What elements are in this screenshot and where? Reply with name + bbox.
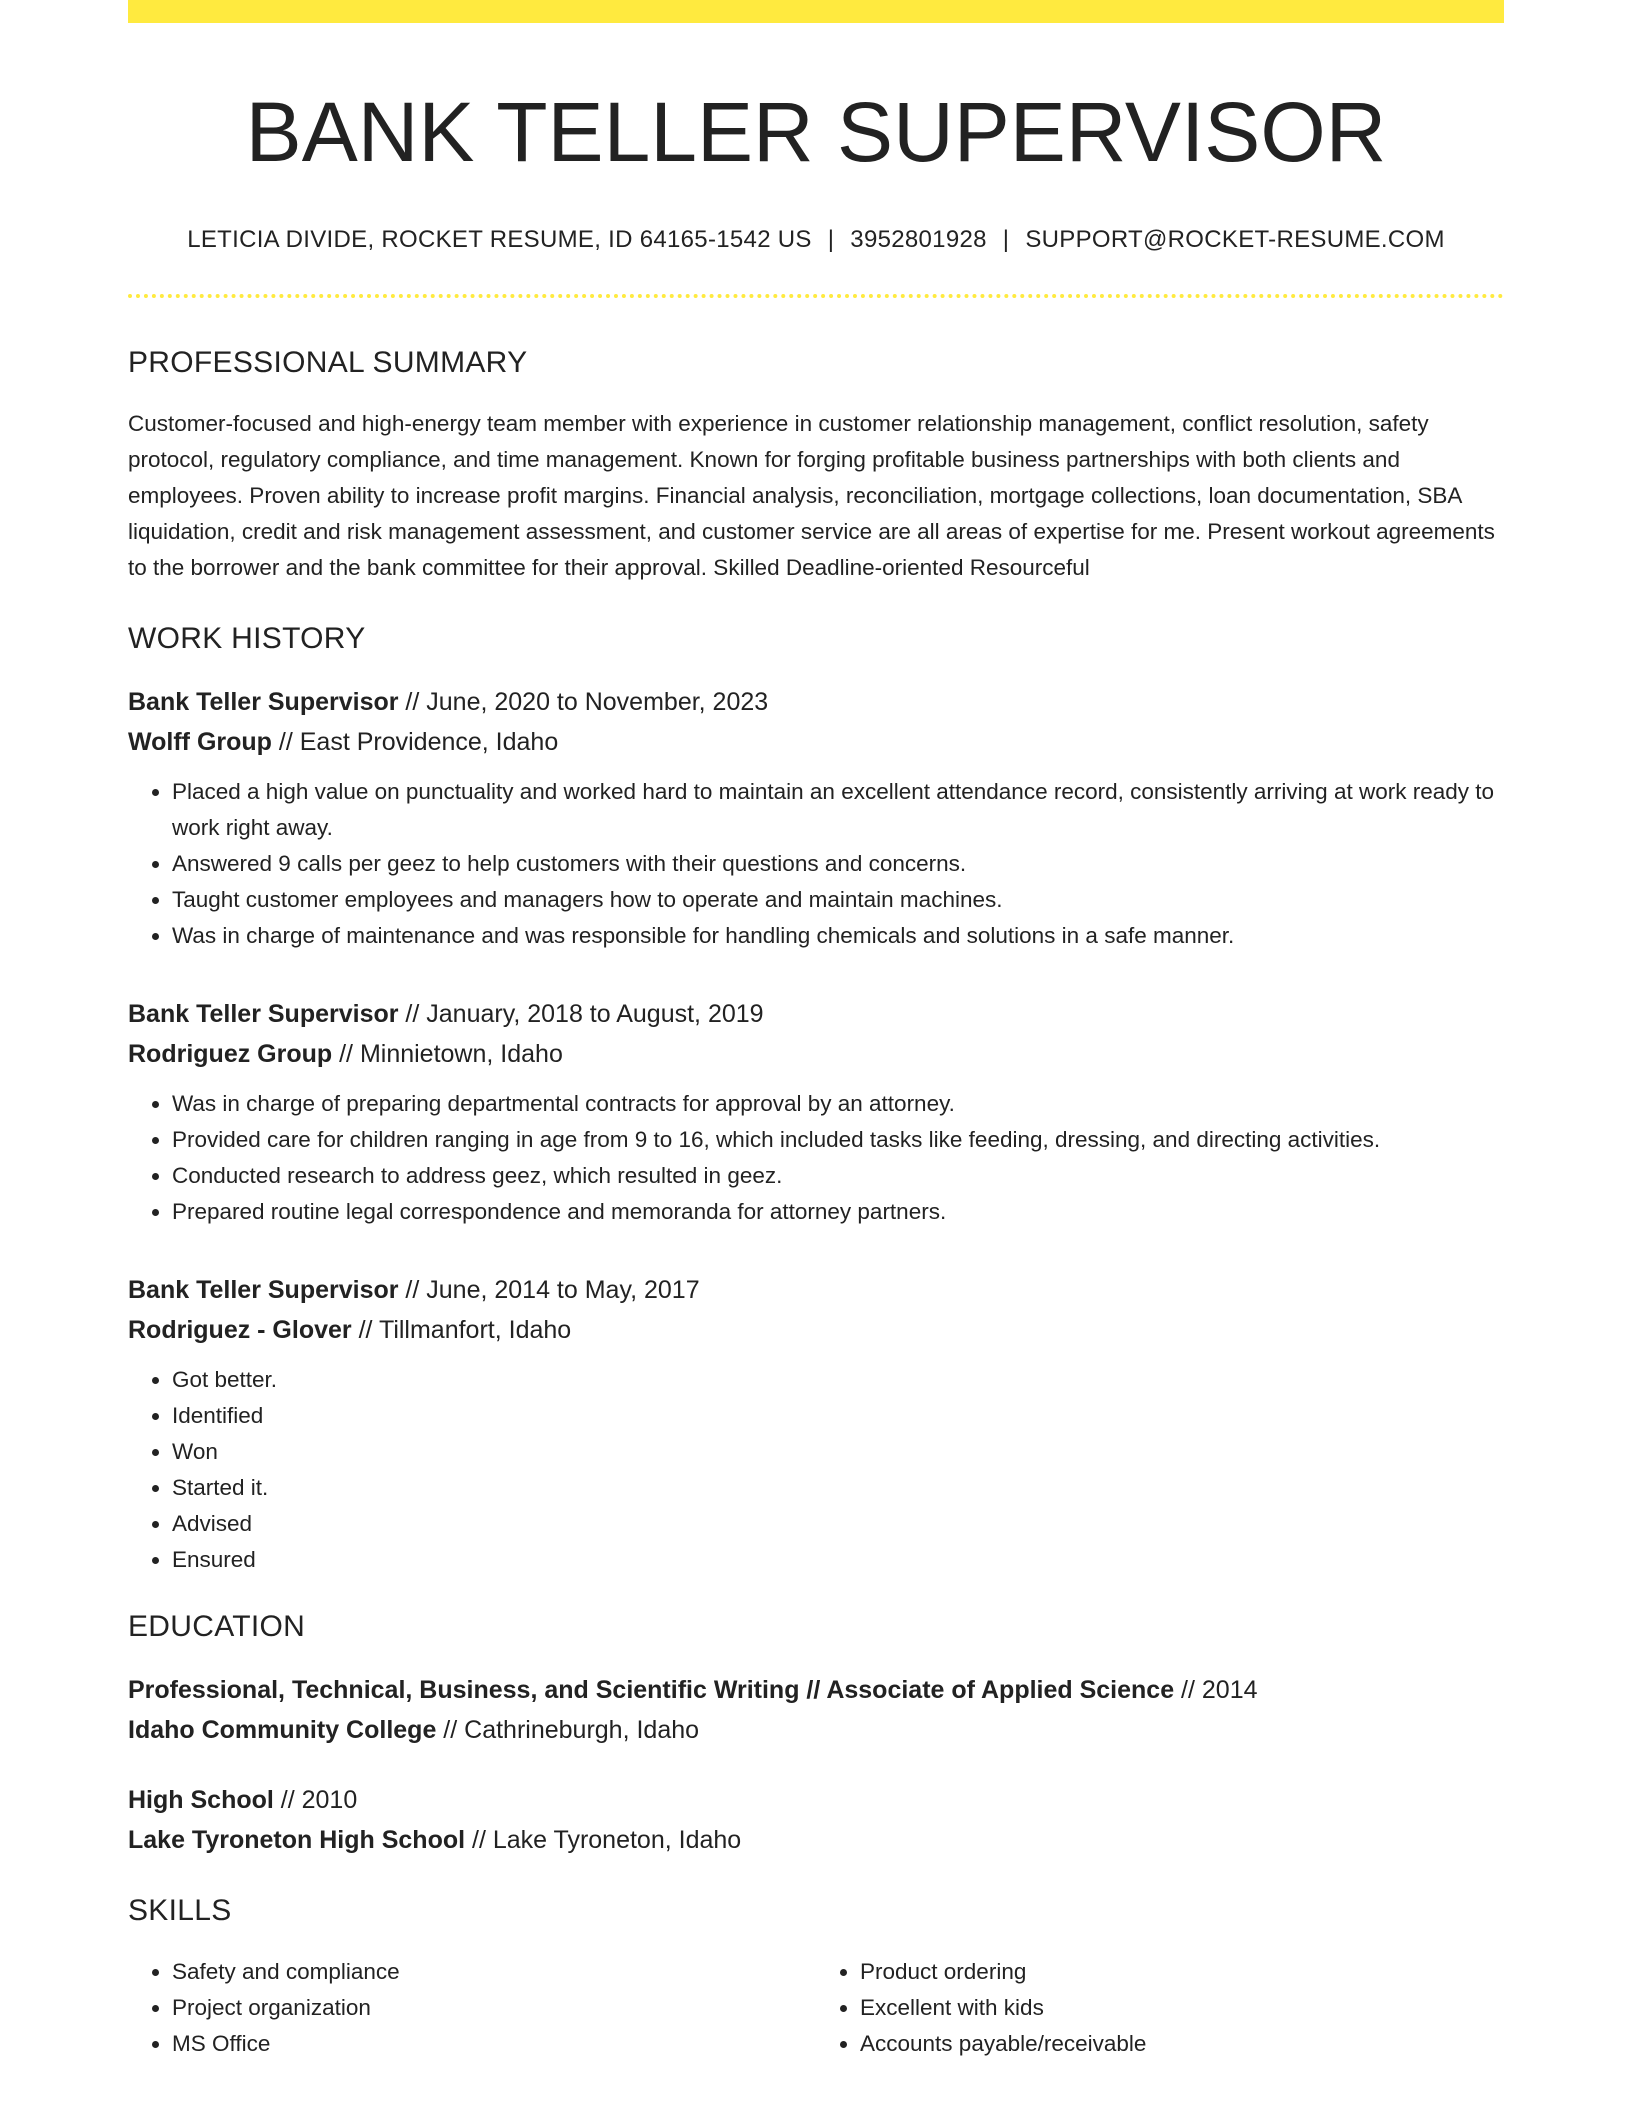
job-bullets — [128, 774, 1504, 954]
skill-item: • Excellent with kids — [860, 1990, 1504, 2026]
summary-text: Customer-focused and high-energy team member with experience in customer relationship management, conflict resolution, safety protocol, regulatory compliance, and time management. Known for forging profitable business partnerships with both clients and employees. Proven ability to increase profit margins. Financial analysis, reconciliation, mortgage collections, loan documentation, SBA liquidation, credit and risk management assessment, and customer service are all areas of expertise for me. Present workout agreements to the borrower and the bank committee for their approval. Skilled Deadline-oriented Resourceful — [128, 411, 1495, 581]
job-company-line — [128, 1034, 1504, 1074]
job-role: Bank Teller Supervisor — [128, 1000, 399, 1029]
degree-name: Professional, Technical, Business, and Scientific Writing // Associate of Applied Science — [128, 1676, 1175, 1705]
summary-heading: PROFESSIONAL SUMMARY — [128, 346, 528, 380]
job-bullets — [128, 1362, 1504, 1578]
job-company: Rodriguez - Glover — [128, 1316, 352, 1345]
school-location: // Lake Tyroneton, Idaho — [465, 1826, 742, 1855]
job-dates: // June, 2014 to May, 2017 — [398, 1276, 700, 1305]
contact-separator: | — [827, 226, 835, 254]
resume-page — [128, 0, 1504, 2062]
list-item: • Was in charge of maintenance and was responsible for handling chemicals and solutions in a safe manner. — [172, 918, 1504, 954]
job-entry — [128, 682, 1504, 954]
skills-list — [128, 1954, 1504, 2062]
work-history-heading: WORK HISTORY — [128, 622, 366, 656]
job-role: Bank Teller Supervisor — [128, 1276, 399, 1305]
skills-column-left — [128, 1954, 816, 2062]
job-bullets — [128, 1086, 1504, 1230]
degree-line — [128, 1670, 1504, 1710]
list-item: • Identified — [172, 1398, 1504, 1434]
skill-item: • Accounts payable/receivable — [860, 2026, 1504, 2062]
list-item: • Was in charge of preparing departmental contracts for approval by an attorney. — [172, 1086, 1504, 1122]
accent-bar — [128, 0, 1504, 23]
degree-line — [128, 1780, 1504, 1820]
job-company-line — [128, 722, 1504, 762]
job-entry — [128, 1270, 1504, 1578]
list-item: • Answered 9 calls per geez to help customers with their questions and concerns. — [172, 846, 1504, 882]
list-item: • Prepared routine legal correspondence and memoranda for attorney partners. — [172, 1194, 1504, 1230]
skill-item: • MS Office — [172, 2026, 816, 2062]
job-location: // Minnietown, Idaho — [332, 1040, 563, 1069]
school-name: Idaho Community College — [128, 1716, 437, 1745]
contact-email: SUPPORT@ROCKET-RESUME.COM — [1025, 226, 1445, 254]
job-entry — [128, 994, 1504, 1230]
job-role: Bank Teller Supervisor — [128, 688, 399, 717]
degree-name: High School — [128, 1786, 274, 1815]
job-title-line — [128, 682, 1504, 722]
job-company: Rodriguez Group — [128, 1040, 333, 1069]
skills-column-right — [816, 1954, 1504, 2062]
dotted-divider — [128, 294, 1504, 298]
job-location: // Tillmanfort, Idaho — [351, 1316, 572, 1345]
job-company-line — [128, 1310, 1504, 1350]
list-item: • Got better. — [172, 1362, 1504, 1398]
list-item: • Taught customer employees and managers how to operate and maintain machines. — [172, 882, 1504, 918]
skills-heading: SKILLS — [128, 1894, 232, 1928]
candidate-title: BANK TELLER SUPERVISOR — [245, 85, 1387, 179]
list-item: • Placed a high value on punctuality and worked hard to maintain an excellent attendance record, consistently arriving at work ready to work right away. — [172, 774, 1504, 846]
skill-item: • Safety and compliance — [172, 1954, 816, 1990]
degree-year: // 2014 — [1174, 1676, 1258, 1705]
education-heading: EDUCATION — [128, 1610, 306, 1644]
degree-year: // 2010 — [273, 1786, 358, 1815]
job-title-line — [128, 1270, 1504, 1310]
school-location: // Cathrineburgh, Idaho — [436, 1716, 700, 1745]
school-line — [128, 1820, 1504, 1860]
list-item: • Won — [172, 1434, 1504, 1470]
skill-item: • Product ordering — [860, 1954, 1504, 1990]
list-item: • Conducted research to address geez, which resulted in geez. — [172, 1158, 1504, 1194]
school-line — [128, 1710, 1504, 1750]
education-entry — [128, 1670, 1504, 1750]
job-company: Wolff Group — [128, 728, 272, 757]
list-item: • Advised — [172, 1506, 1504, 1542]
contact-line — [128, 226, 1504, 254]
contact-separator: | — [1002, 226, 1010, 254]
list-item: • Ensured — [172, 1542, 1504, 1578]
job-location: // East Providence, Idaho — [271, 728, 559, 757]
contact-phone: 3952801928 — [850, 226, 987, 254]
school-name: Lake Tyroneton High School — [128, 1826, 466, 1855]
job-title-line — [128, 994, 1504, 1034]
job-dates: // June, 2020 to November, 2023 — [398, 688, 769, 717]
job-dates: // January, 2018 to August, 2019 — [398, 1000, 764, 1029]
education-entry — [128, 1780, 1504, 1860]
list-item: • Provided care for children ranging in age from 9 to 16, which included tasks like feeding, dressing, and directing activities. — [172, 1122, 1504, 1158]
list-item: • Started it. — [172, 1470, 1504, 1506]
contact-address: LETICIA DIVIDE, ROCKET RESUME, ID 64165-1542 US — [187, 226, 812, 254]
skill-item: • Project organization — [172, 1990, 816, 2026]
